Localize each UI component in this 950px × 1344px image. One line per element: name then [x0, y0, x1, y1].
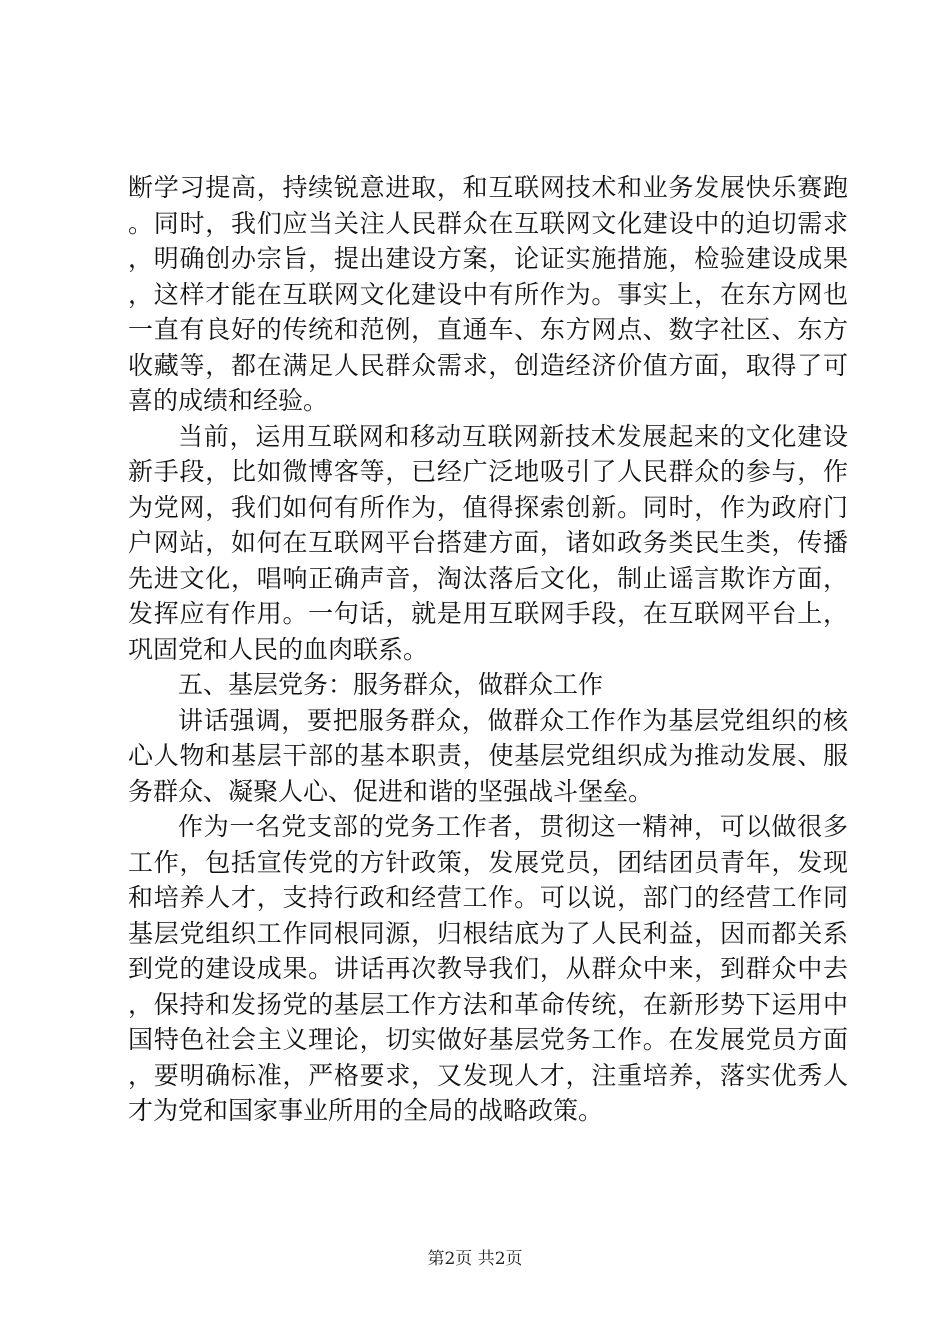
paragraph-continuation: 断学习提高，持续锐意进取，和互联网技术和业务发展快乐赛跑。同时，我们应当关注人民群众在互联网文化建设中的迫切需求，明确创办宗旨，提出建设方案，论证实施措施，检验建设成果，这样才能在互联网文化建设中有所作为。事实上，在东方网也一直有良好的传统和范例，直通车、东方网点、数字社区、东方收藏等，都在满足人民群众需求，创造经济价值方面，取得了可喜的成绩和经验。: [128, 173, 848, 415]
paragraph-internet-platform: 当前，运用互联网和移动互联网新技术发展起来的文化建设新手段，比如微博客等，已经广泛地吸引了人民群众的参与，作为党网，我们如何有所作为，值得探索创新。同时，作为政府门户网站，如何在互联网平台搭建方面，诸如政务类民生类，传播先进文化，唱响正确声音，淘汰落后文化，制止谣言欺诈方面，发挥应有作用。一句话，就是用互联网手段，在互联网平台上，巩固党和人民的血肉联系。: [128, 421, 848, 664]
section-heading-grassroots: 五、基层党务：服务群众，做群众工作: [178, 670, 604, 699]
paragraph-speech-emphasis: 讲话强调，要把服务群众，做群众工作作为基层党组织的核心人物和基层干部的基本职责，使基层党组织成为推动发展、服务群众、凝聚人心、促进和谐的坚强战斗堡垒。: [128, 705, 848, 806]
paragraph-party-worker: 作为一名党支部的党务工作者，贯彻这一精神，可以做很多工作，包括宣传党的方针政策，发展党员，团结团员青年，发现和培养人才，支持行政和经营工作。可以说，部门的经营工作同基层党组织工作同根同源，归根结底为了人民利益，因而都关系到党的建设成果。讲话再次教导我们，从群众中来，到群众中去，保持和发扬党的基层工作方法和革命传统，在新形势下运用中国特色社会主义理论，切实做好基层党务工作。在发展党员方面，要明确标准，严格要求，又发现人才，注重培养，落实优秀人才为党和国家事业所用的全局的战略政策。: [128, 812, 848, 1125]
document-body: [128, 170, 848, 1129]
page-number-footer: 第2页 共2页: [427, 1249, 523, 1269]
